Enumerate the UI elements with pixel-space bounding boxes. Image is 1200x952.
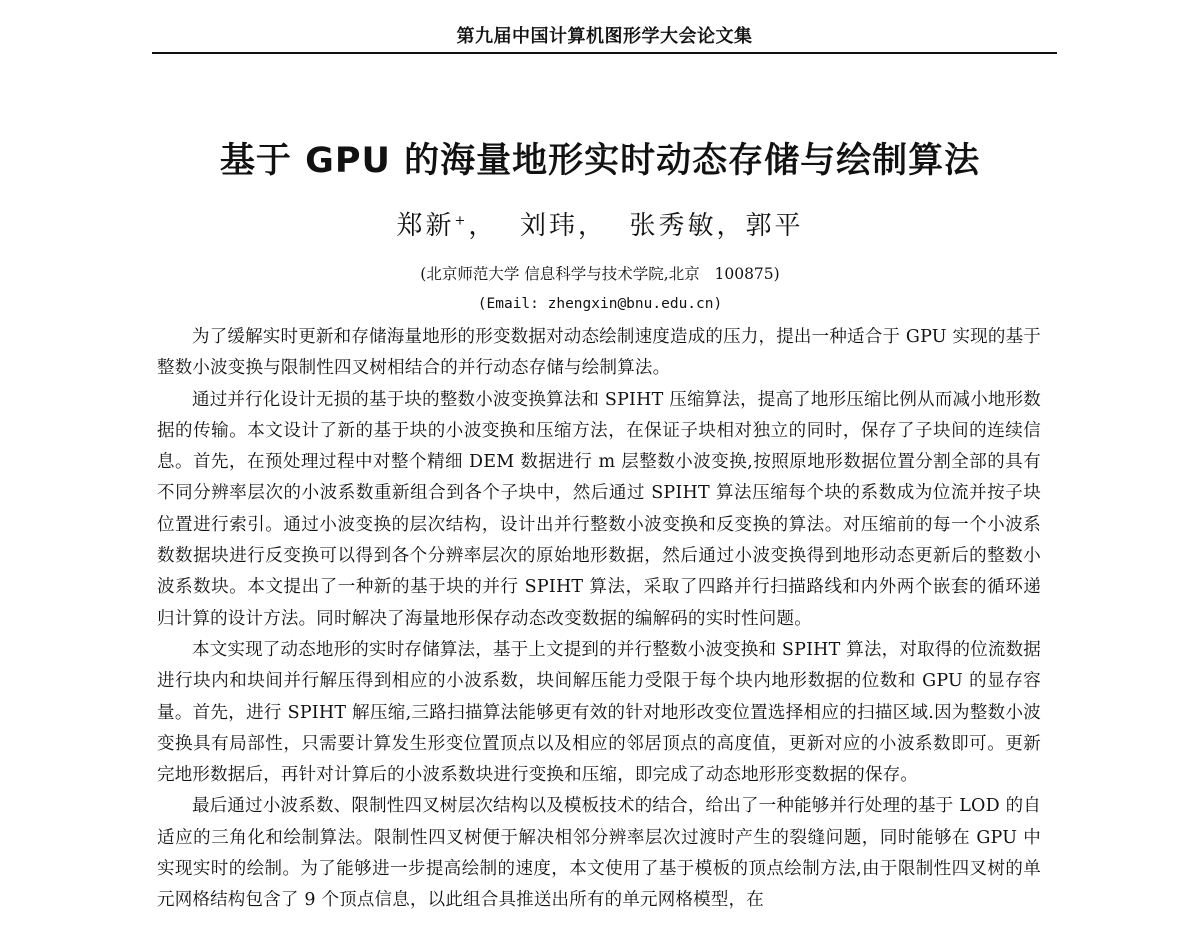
header-rule [152, 52, 1057, 54]
author-email: (Email: zhengxin@bnu.edu.cn) [477, 296, 723, 312]
author-list [100, 206, 1100, 246]
author-rest: ， 刘玮， 张秀敏，郭平 [468, 211, 804, 241]
paper-title: 基于 GPU 的海量地形实时动态存储与绘制算法 [219, 141, 981, 181]
affiliation: (北京师范大学 信息科学与技术学院,北京 100875) [420, 265, 780, 283]
paragraph-4: 最后通过小波系数、限制性四叉树层次结构以及模板技术的结合，给出了一种能够并行处理的基于 LOD 的自适应的三角化和绘制算法。限制性四叉树便于解决相邻分辨率层次过渡时产生的裂缝问题，同时能够在 GPU 中实现实时的绘制。为了能够进一步提高绘制的速度，本文使用了基于模板的顶点绘制方法,由于限制性四叉树的单元网格结构包含了 9 个顶点信息，以此组合具推送出所有的单元网格模型，在 [157, 796, 1041, 911]
paragraph-2: 通过并行化设计无损的基于块的整数小波变换算法和 SPIHT 压缩算法，提高了地形压缩比例从而减小地形数据的传输。本文设计了新的基于块的小波变换和压缩方法，在保证子块相对独立的同时，保存了子块间的连续信息。首先，在预处理过程中对整个精细 DEM 数据进行 m 层整数小波变换,按照原地形数据位置分割全部的具有不同分辨率层次的小波系数重新组合到各个子块中，然后通过 SPIHT 算法压缩每个块的系数成为位流并按子块位置进行索引。通过小波变换的层次结构，设计出并行整数小波变换和反变换的算法。对压缩前的每一个小波系数数据块进行反变换可以得到各个分辨率层次的原始地形数据，然后通过小波变换得到地形动态更新后的整数小波系数块。本文提出了一种新的基于块的并行 SPIHT 算法，采取了四路并行扫描路线和内外两个嵌套的循环递归计算的设计方法。同时解决了海量地形保存动态改变数据的编解码的实时性问题。 [157, 389, 1041, 629]
paragraph-3: 本文实现了动态地形的实时存储算法，基于上文提到的并行整数小波变换和 SPIHT 算法，对取得的位流数据进行块内和块间并行解压得到相应的小波系数，块间解压能力受限于每个块内地形数据的位数和 GPU 的显存容量。首先，进行 SPIHT 解压缩,三路扫描算法能够更有效的针对地形改变位置选择相应的扫描区域.因为整数小波变换具有局部性，只需要计算发生形变位置顶点以及相应的邻居顶点的高度值，更新对应的小波系数即可。更新完地形数据后，再针对计算后的小波系数块进行变换和压缩，即完成了动态地形形变数据的保存。 [157, 639, 1041, 786]
author-first: 郑新 [396, 211, 455, 241]
abstract-body [157, 322, 1041, 952]
paragraph-1: 为了缓解实时更新和存储海量地形的形变数据对动态绘制速度造成的压力，提出一种适合于 GPU 实现的基于整数小波变换与限制性四叉树相结合的并行动态存储与绘制算法。 [157, 327, 1041, 379]
running-header: 第九届中国计算机图形学大会论文集 [456, 26, 753, 47]
corresponding-author-mark: + [454, 213, 469, 229]
